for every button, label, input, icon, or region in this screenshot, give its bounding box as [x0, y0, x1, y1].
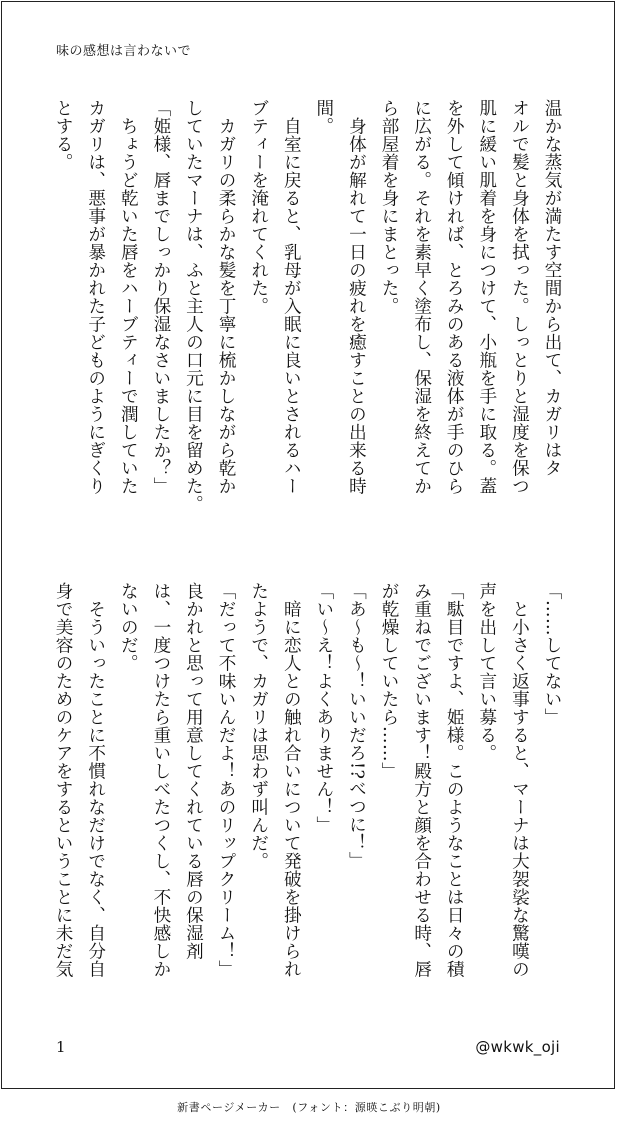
- text-line: 「姫様、唇までしっかり保湿なさいましたか？」: [150, 99, 171, 495]
- text-line: 自室に戻ると、乳母が入眠に良いとされるハー: [281, 99, 302, 495]
- text-line: と小さく返事すると、マーナは大袈裟な驚嘆の: [509, 582, 530, 978]
- text-line: ないのだ。: [118, 582, 139, 672]
- text-line: が乾燥していたら……」: [379, 582, 400, 780]
- text-line: に広がる。それを素早く塗布し、保湿を終えてか: [411, 99, 432, 495]
- text-line: 暗に恋人との触れ合いについて発破を掛けられ: [281, 582, 302, 978]
- text-line: 声を出して言い募る。: [476, 582, 497, 762]
- text-line: ら部屋着を身にまとった。: [379, 99, 400, 315]
- footer-credit: 新書ページメーカー (フォント：源暎こぶり明朝): [177, 1101, 441, 1114]
- text-line: 肌に緩い肌着を身につけて、小瓶を手に取る。蓋: [476, 99, 497, 495]
- text-line: 「だって不味いんだよ！あのリップクリーム！」: [216, 582, 237, 978]
- text-line: ブティーを淹れてくれた。: [248, 99, 269, 315]
- text-line: オルで髪と身体を拭った。しっとりと湿度を保つ: [509, 99, 530, 495]
- text-line: とする。: [53, 99, 74, 171]
- text-line: 「駄目ですよ、姫様。このようなことは日々の積: [444, 582, 465, 978]
- text-line: 良かれと思って用意してくれている唇の保湿剤: [183, 582, 204, 960]
- text-line: 身で美容のためのケアをするということに未だ気: [53, 582, 74, 978]
- text-line: 身体が解れて一日の疲れを癒すことの出来る時: [346, 99, 367, 495]
- text-line: 温かな蒸気が満たす空間から出て、カガリはタ: [542, 99, 562, 477]
- text-line: み重ねでございます！殿方と顔を合わせる時、唇: [411, 582, 432, 978]
- text-line: そういったことに不慣れなだけでなく、自分自: [85, 582, 106, 978]
- text-line: ちょうど乾いた唇をハーブティーで潤していた: [118, 99, 139, 495]
- page-number: 1: [56, 1038, 66, 1056]
- text-block-top: [47, 99, 569, 529]
- text-line: 間。: [313, 99, 334, 135]
- author-handle: @wkwk_oji: [475, 1038, 560, 1056]
- text-line: は、一度つけたら重いしべたつくし、不快感しか: [150, 582, 171, 978]
- text-line: 「い〜え！よくありません！」: [313, 582, 334, 834]
- text-line: たようで、カガリは思わず叫んだ。: [248, 582, 269, 870]
- text-block-bottom: [47, 582, 569, 1012]
- text-line: を外して傾ければ、とろみのある液体が手のひら: [444, 99, 465, 495]
- text-line: 「……してない」: [542, 582, 562, 726]
- text-line: カガリの柔らかな髪を丁寧に梳かしながら乾か: [216, 99, 237, 495]
- page-title: 味の感想は言わないで: [56, 44, 192, 59]
- text-line: 「あ〜も〜！いいだろ!?べつに！」: [346, 582, 367, 870]
- text-line: していたマーナは、ふと主人の口元に目を留めた。: [183, 99, 204, 513]
- text-line: カガリは、悪事が暴かれた子どものようにぎくり: [85, 99, 106, 495]
- book-page: [1, 1, 615, 1089]
